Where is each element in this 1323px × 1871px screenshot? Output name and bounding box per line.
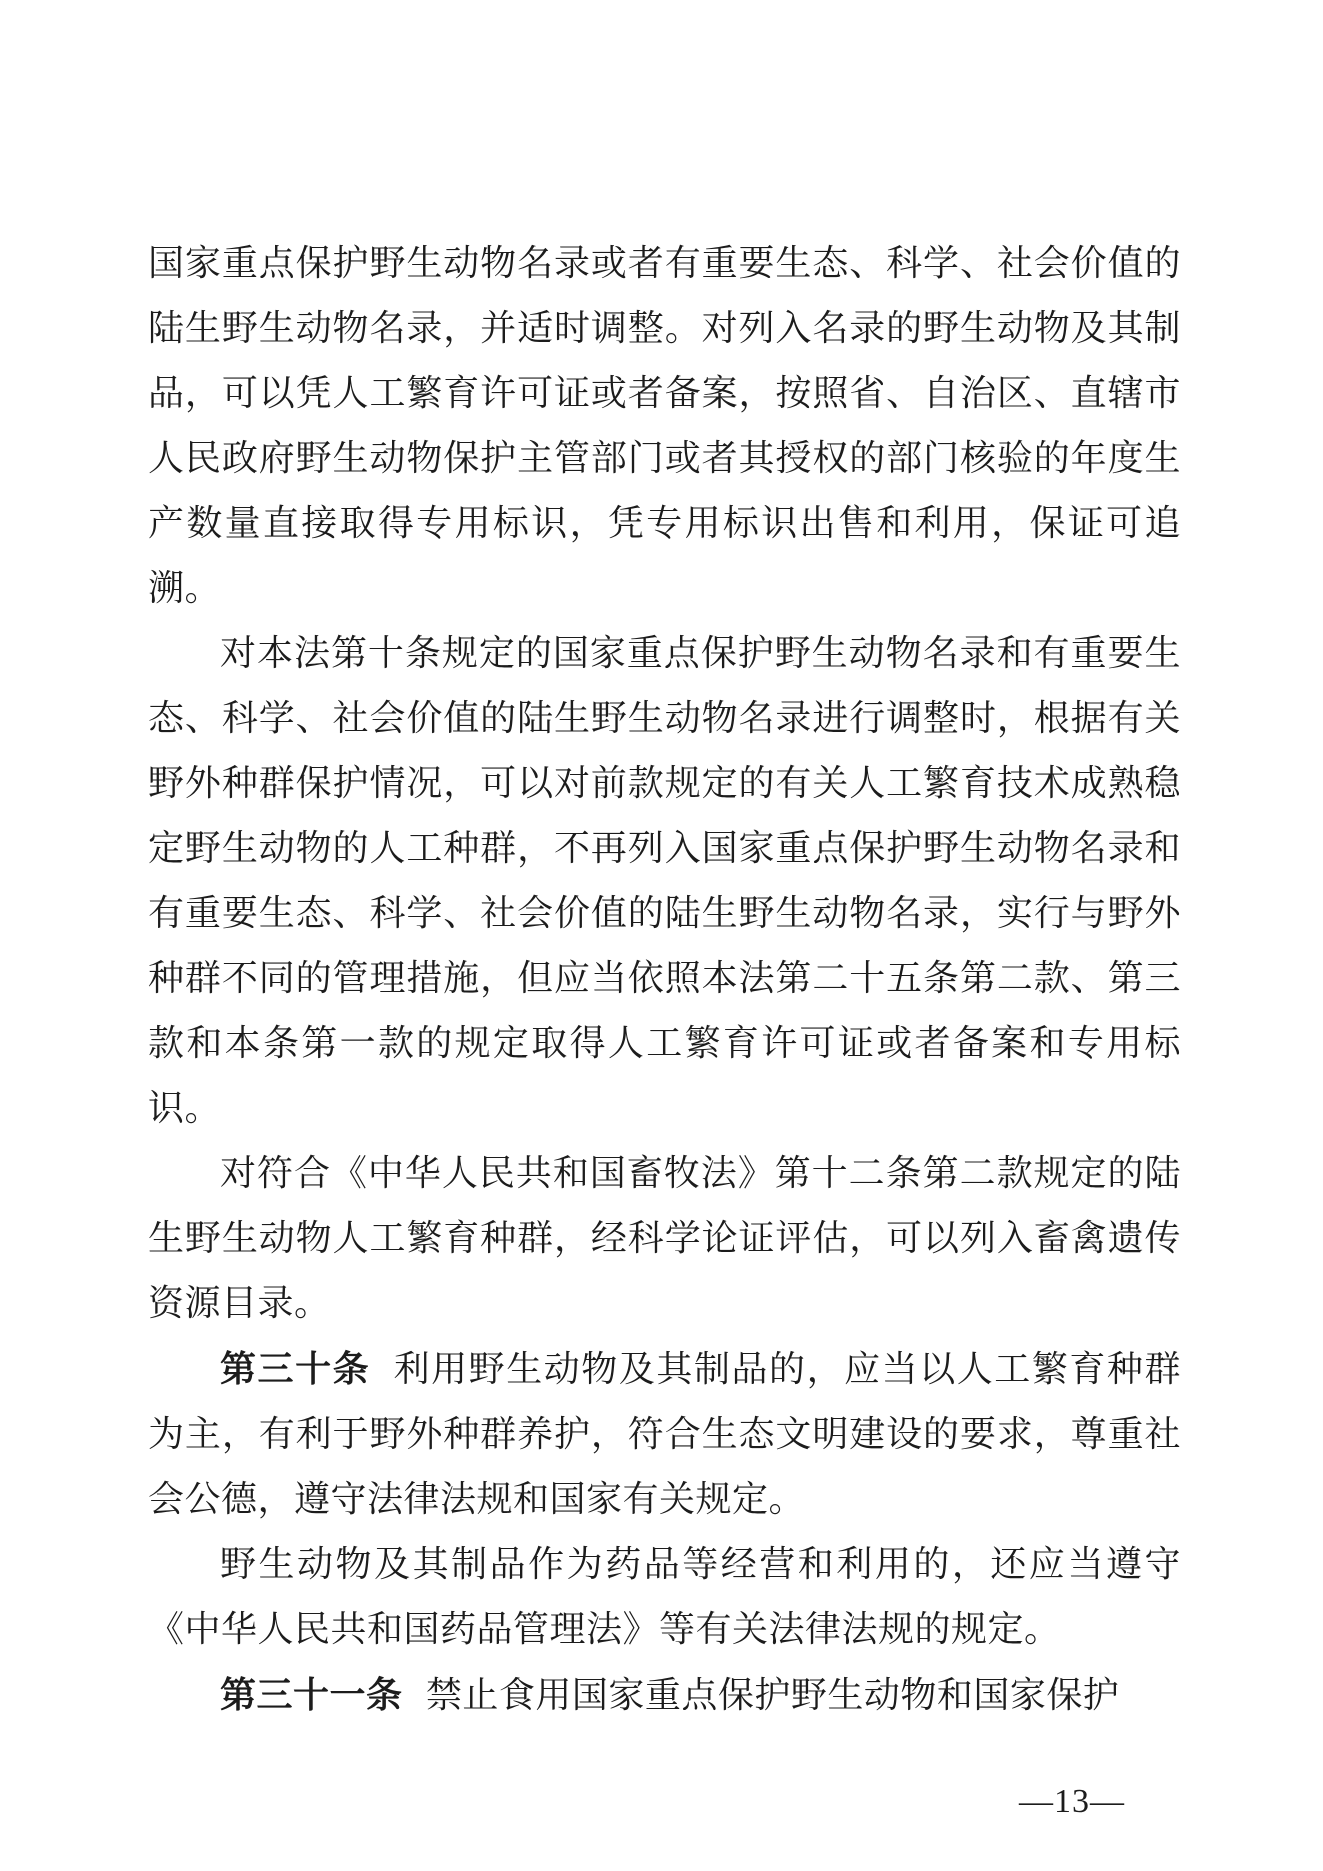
paragraph-text: 禁止食用国家重点保护野生动物和国家保护 — [425, 1675, 1120, 1715]
article-number: 第三十一条 — [220, 1674, 403, 1715]
paragraph — [148, 1336, 1181, 1532]
paragraph: 对符合《中华人民共和国畜牧法》第十二条第二款规定的陆生野生动物人工繁育种群，经科学论证评估，可以列入畜禽遗传资源目录。 — [148, 1153, 1181, 1323]
paragraph — [148, 1662, 1181, 1728]
document-body — [148, 231, 1181, 1728]
paragraph: 国家重点保护野生动物名录或者有重要生态、科学、社会价值的陆生野生动物名录，并适时调整。对列入名录的野生动物及其制品，可以凭人工繁育许可证或者备案，按照省、自治区、直辖市人民政府野生动物保护主管部门或者其授权的部门核验的年度生产数量直接取得专用标识，凭专用标识出售和利用，保证可追溯。 — [148, 243, 1181, 608]
paragraph: 野生动物及其制品作为药品等经营和利用的，还应当遵守《中华人民共和国药品管理法》等有关法律法规的规定。 — [148, 1544, 1181, 1649]
page-number: —13— — [1019, 1783, 1125, 1820]
page-footer — [1019, 1782, 1125, 1822]
article-number: 第三十条 — [220, 1348, 371, 1389]
paragraph: 对本法第十条规定的国家重点保护野生动物名录和有重要生态、科学、社会价值的陆生野生动物名录进行调整时，根据有关野外种群保护情况，可以对前款规定的有关人工繁育技术成熟稳定野生动物的人工种群，不再列入国家重点保护野生动物名录和有重要生态、科学、社会价值的陆生野生动物名录，实行与野外种群不同的管理措施，但应当依照本法第二十五条第二款、第三款和本条第一款的规定取得人工繁育许可证或者备案和专用标识。 — [148, 633, 1181, 1128]
paragraph-text: 利用野生动物及其制品的，应当以人工繁育种群为主，有利于野外种群养护，符合生态文明建设的要求，尊重社会公德，遵守法律法规和国家有关规定。 — [148, 1349, 1181, 1519]
